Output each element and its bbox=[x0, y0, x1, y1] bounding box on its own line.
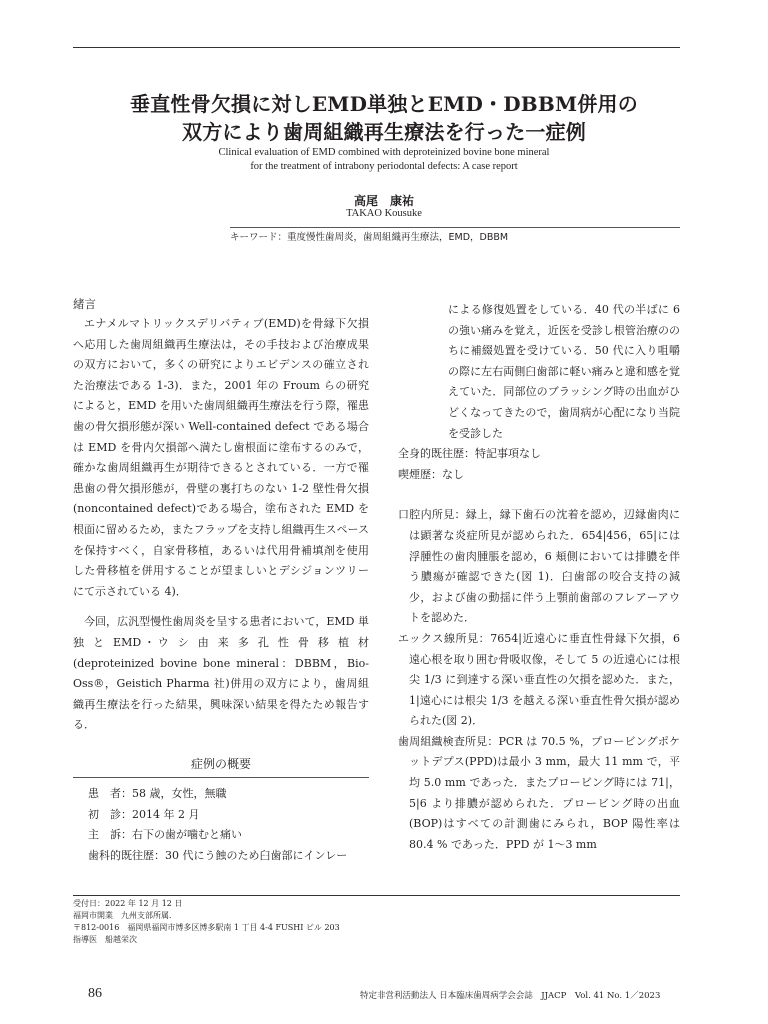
article-title-line-2: 双方により歯周組織再生療法を行った一症例 bbox=[182, 120, 586, 144]
intro-heading: 緒言 bbox=[73, 297, 96, 311]
case-item-chief-complaint: 主 訴：右下の歯が噛むと痛い bbox=[88, 828, 242, 842]
history-continued: による修復処置をしている．40 代の半ばに 6 の強い痛みを覚え，近医を受診し根管治療ののちに補綴処置を受けている．50 代に入り咀嚼の際に左右両側臼歯部に軽い痛みと違和感を覚えていた．同部位のブラッシング時の出血がひどくなってきたので，歯周病が心配になり当院を受診した bbox=[448, 303, 680, 440]
xray-findings: エックス線所見：7654|近遠心に垂直性骨縁下欠損，6 遠心根を取り囲む骨吸収像，そして 5 の近遠心には根尖 1/3 に到達する深い垂直性の欠損を認めた．また，1|遠心には根尖 1/3 を越える深い垂直性骨欠損が認められた(図 2)． bbox=[398, 631, 680, 728]
top-rule bbox=[73, 47, 680, 48]
footnote-rule bbox=[73, 895, 680, 896]
article-title-line-1: 垂直性骨欠損に対しEMD単独とEMD・DBBM併用の bbox=[130, 92, 638, 116]
case-item-dental-history: 歯科的既往歴：30 代にう蝕のため臼歯部にインレー bbox=[88, 848, 348, 862]
english-title-line-1: Clinical evaluation of EMD combined with deproteinized bovine bone mineral bbox=[218, 147, 550, 158]
footnote-affiliation: 福岡市開業 九州支部所属． bbox=[73, 911, 177, 920]
case-items bbox=[88, 784, 378, 866]
footnote-address: 〒812-0016 福岡県福岡市博多区博多駅南 1 丁目 4-4 FUSHI ビル 203 bbox=[73, 923, 340, 932]
periodontal-findings: 歯周組織検査所見：PCR は 70.5 %，プロービングポケットデプス(PPD)は最小 3 mm，最大 11 mm で，平均 5.0 mm であった．またプロービング時には 71|，5|6 より排膿が認められた．プロービング時の出血(BOP)はすべての計測歯にみられ，BOP 陽性率は 80.4 % であった．PPD が 1～3 mm bbox=[398, 734, 680, 851]
journal-info: 特定非営利活動法人 日本臨床歯周病学会会誌 JJACP Vol. 41 No. 1／2023 bbox=[360, 991, 661, 1001]
english-title-line-2: for the treatment of intrabony periodontal defects: A case report bbox=[250, 161, 518, 172]
case-overview-heading: 症例の概要 bbox=[190, 757, 251, 771]
systemic-history: 全身的既往歴：特記事項なし bbox=[398, 447, 541, 461]
oral-findings: 口腔内所見：縁上，縁下歯石の沈着を認め，辺縁歯肉には顕著な炎症所見が認められた．654|456，65|には浮腫性の歯肉腫脹を認め，6 頬側においては排膿を伴う膿瘍が確認できた(図 1)．臼歯部の咬合支持の減少，および歯の動揺に伴う上顎前歯部のフレアーアウトを認めた． bbox=[398, 508, 680, 625]
case-item-first-visit: 初 診：2014 年 2 月 bbox=[88, 807, 200, 821]
smoking-history: 喫煙歴：なし bbox=[398, 467, 464, 481]
keywords: キーワード：重度慢性歯周炎，歯周組織再生療法，EMD，DBBM bbox=[230, 232, 509, 243]
keyword-rule bbox=[230, 227, 680, 228]
left-column bbox=[73, 294, 369, 736]
page-number: 86 bbox=[88, 986, 102, 1001]
intro-paragraph-2: 今回，広汎型慢性歯周炎を呈する患者において，EMD 単 独 と EMD・ウ シ 由 来 多 孔 性 骨 移 植 材(deproteinized bovine bone mineral：DBBM，Bio-Oss®，Geistich Pharma 社)併用の双方により，歯周組織再生療法を行った結果，興味深い結果を得たため報告する． bbox=[73, 615, 369, 732]
right-column bbox=[398, 300, 680, 855]
footnotes bbox=[73, 898, 340, 946]
author-name-jp: 高尾 康祐 bbox=[353, 194, 414, 208]
footnote-supervisor: 指導医 船越栄次 bbox=[73, 935, 137, 944]
author-name-en: TAKAO Kousuke bbox=[346, 208, 422, 219]
case-item-patient: 患 者：58 歳，女性，無職 bbox=[88, 787, 227, 800]
case-heading-rule bbox=[73, 777, 369, 778]
footnote-received-date: 受付日：2022 年 12 月 12 日 bbox=[73, 899, 183, 908]
intro-paragraph-1: エナメルマトリックスデリバティブ(EMD)を骨縁下欠損へ応用した歯周組織再生療法は，その手技および治療成果の双方において，多くの研究によりエビデンスの確立された治療法である 1-3)．また，2001 年の Froum らの研究によると，EMD を用いた歯周組織再生療法を行う際，罹患歯の骨欠損形態が深い Well-contained defect である場合は EMD を骨内欠損部へ満たし歯根面に塗布するのみで，確かな歯周組織再生が期待できるとされている．一方で罹患歯の骨欠損形態が，骨壁の裏打ちのない 1-2 壁性骨欠損(noncontained defect)である場合，塗布された EMD を根面に留めるため，またフラップを支持し組織再生スペースを保持すべく，自家骨移植，あるいは代用骨補填剤を使用した骨移植を併用することが望ましいとデシジョンツリーにて示されている 4)． bbox=[73, 317, 369, 598]
